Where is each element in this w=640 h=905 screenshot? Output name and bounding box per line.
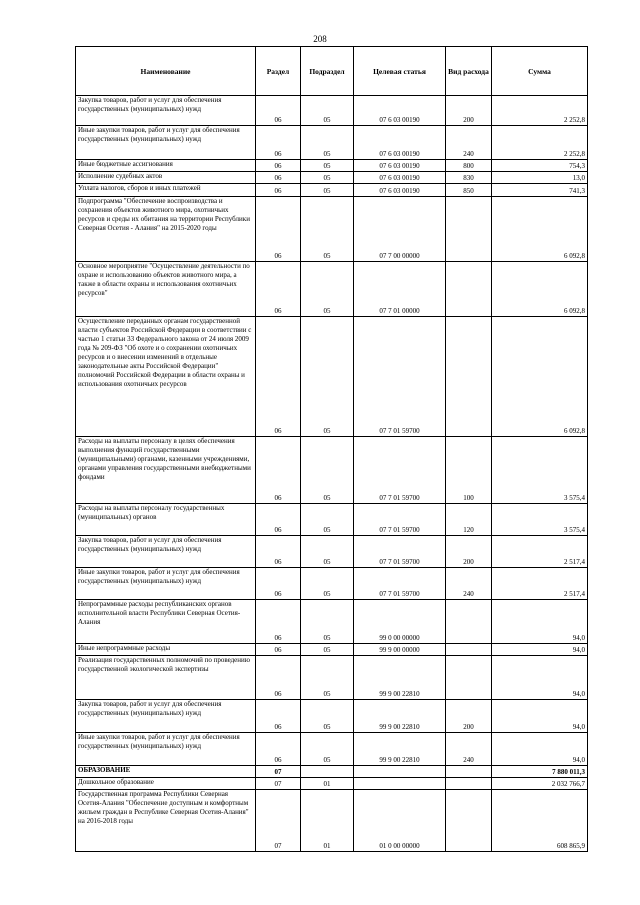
cell-subsection: 05 (301, 184, 354, 197)
cell-amount: 754,3 (492, 160, 588, 172)
cell-section: 06 (256, 656, 301, 700)
cell-amount: 94,0 (492, 733, 588, 766)
cell-subsection: 05 (301, 160, 354, 172)
cell-target: 07 7 00 00000 (354, 197, 446, 262)
cell-target: 99 9 00 22810 (354, 656, 446, 700)
cell-section: 06 (256, 700, 301, 733)
cell-amount: 6 092,8 (492, 197, 588, 262)
cell-name: Иные закупки товаров, работ и услуг для обеспечения государственных (муниципальных) нужд (76, 126, 256, 160)
table-row (76, 184, 588, 197)
table-row (76, 437, 588, 504)
cell-section: 06 (256, 184, 301, 197)
cell-exp-type (446, 766, 492, 778)
cell-subsection: 05 (301, 197, 354, 262)
table-row (76, 790, 588, 852)
cell-name: Осуществление переданных органам государственной власти субъектов Российской Федерации в соответствии с частью 1 статьи 33 Федерального закона от 24 июля 2009 года № 209-ФЗ "Об охоте и о сохранении охотничьих ресурсов и о внесении изменений в отдельные законодательные акты Российской Федерации" полномочий Российской Федерации в области охраны и использования охотничьих ресурсов (76, 317, 256, 437)
cell-section: 07 (256, 790, 301, 852)
cell-exp-type (446, 262, 492, 317)
cell-section: 06 (256, 644, 301, 656)
cell-section: 06 (256, 126, 301, 160)
table-row (76, 568, 588, 600)
table-row (76, 504, 588, 536)
table-row (76, 733, 588, 766)
table-row (76, 700, 588, 733)
cell-section: 06 (256, 568, 301, 600)
cell-exp-type: 850 (446, 184, 492, 197)
cell-subsection: 05 (301, 536, 354, 568)
cell-section: 06 (256, 262, 301, 317)
col-header-target: Целевая статья (354, 47, 446, 96)
cell-target: 07 6 03 00190 (354, 160, 446, 172)
cell-section: 06 (256, 197, 301, 262)
cell-amount: 7 880 011,3 (492, 766, 588, 778)
cell-target: 07 7 01 59700 (354, 317, 446, 437)
cell-name: Реализация государственных полномочий по проведению государственной экологической экспертизы (76, 656, 256, 700)
cell-exp-type (446, 317, 492, 437)
cell-exp-type: 120 (446, 504, 492, 536)
cell-target: 07 6 03 00190 (354, 172, 446, 184)
cell-exp-type (446, 600, 492, 644)
cell-target: 07 7 01 59700 (354, 536, 446, 568)
cell-amount: 3 575,4 (492, 504, 588, 536)
cell-subsection: 01 (301, 790, 354, 852)
cell-target: 07 7 01 59700 (354, 504, 446, 536)
cell-name: Закупка товаров, работ и услуг для обеспечения государственных (муниципальных) нужд (76, 700, 256, 733)
cell-section: 06 (256, 317, 301, 437)
cell-name: Закупка товаров, работ и услуг для обеспечения государственных (муниципальных) нужд (76, 96, 256, 126)
table-row (76, 126, 588, 160)
cell-amount: 2 517,4 (492, 536, 588, 568)
cell-amount: 6 092,8 (492, 317, 588, 437)
cell-target: 07 7 01 59700 (354, 568, 446, 600)
cell-subsection: 05 (301, 600, 354, 644)
cell-amount: 94,0 (492, 644, 588, 656)
cell-subsection: 05 (301, 568, 354, 600)
cell-target: 99 9 00 00000 (354, 644, 446, 656)
col-header-name: Наименование (76, 47, 256, 96)
cell-subsection: 05 (301, 262, 354, 317)
cell-name: Государственная программа Республики Северная Осетия-Алания "Обеспечение доступным и комфортным жильем граждан в Республике Северная Осетия-Алания" на 2016-2018 годы (76, 790, 256, 852)
cell-name: Исполнение судебных актов (76, 172, 256, 184)
cell-target: 07 6 03 00190 (354, 96, 446, 126)
table-row (76, 317, 588, 437)
cell-exp-type: 240 (446, 733, 492, 766)
budget-table (75, 46, 588, 852)
cell-exp-type: 240 (446, 126, 492, 160)
table-header-row (76, 47, 588, 96)
cell-name: Уплата налогов, сборов и иных платежей (76, 184, 256, 197)
cell-subsection: 05 (301, 700, 354, 733)
table-row (76, 536, 588, 568)
cell-target: 99 0 00 00000 (354, 600, 446, 644)
cell-name: Закупка товаров, работ и услуг для обеспечения государственных (муниципальных) нужд (76, 536, 256, 568)
cell-exp-type (446, 790, 492, 852)
cell-exp-type (446, 197, 492, 262)
cell-amount: 2 252,8 (492, 126, 588, 160)
cell-subsection: 05 (301, 172, 354, 184)
cell-amount: 94,0 (492, 656, 588, 700)
cell-subsection: 05 (301, 644, 354, 656)
cell-name: Расходы на выплаты персоналу государственных (муниципальных) органов (76, 504, 256, 536)
cell-amount: 2 517,4 (492, 568, 588, 600)
cell-target: 07 7 01 59700 (354, 437, 446, 504)
cell-name: Иные закупки товаров, работ и услуг для обеспечения государственных (муниципальных) нужд (76, 568, 256, 600)
cell-exp-type (446, 656, 492, 700)
cell-name: ОБРАЗОВАНИЕ (76, 766, 256, 778)
table-row (76, 262, 588, 317)
cell-subsection: 05 (301, 96, 354, 126)
cell-exp-type: 200 (446, 700, 492, 733)
cell-exp-type: 800 (446, 160, 492, 172)
cell-subsection: 05 (301, 733, 354, 766)
cell-section: 06 (256, 600, 301, 644)
cell-subsection: 01 (301, 778, 354, 790)
cell-amount: 741,3 (492, 184, 588, 197)
cell-section: 06 (256, 504, 301, 536)
cell-name: Непрограммные расходы республиканских органов исполнительной власти Республики Северная Осетия-Алания (76, 600, 256, 644)
cell-name: Иные закупки товаров, работ и услуг для обеспечения государственных (муниципальных) нужд (76, 733, 256, 766)
table-row (76, 600, 588, 644)
cell-amount: 6 092,8 (492, 262, 588, 317)
cell-exp-type: 100 (446, 437, 492, 504)
cell-subsection: 05 (301, 656, 354, 700)
cell-amount: 608 865,9 (492, 790, 588, 852)
cell-target: 07 6 03 00190 (354, 126, 446, 160)
cell-subsection: 05 (301, 504, 354, 536)
table-row (76, 96, 588, 126)
cell-amount: 94,0 (492, 600, 588, 644)
cell-subsection (301, 766, 354, 778)
table-row (76, 160, 588, 172)
page-number: 208 (313, 34, 327, 44)
table-body (76, 96, 588, 852)
cell-section: 07 (256, 766, 301, 778)
cell-section: 06 (256, 160, 301, 172)
col-header-amount: Сумма (492, 47, 588, 96)
cell-exp-type: 830 (446, 172, 492, 184)
table-row (76, 656, 588, 700)
col-header-subsection: Подраздел (301, 47, 354, 96)
col-header-section: Раздел (256, 47, 301, 96)
cell-amount: 2 032 766,7 (492, 778, 588, 790)
cell-name: Расходы на выплаты персоналу в целях обеспечения выполнения функций государственными (муниципальными) органами, казенными учреждениями, органами управления государственными внебюджетными фондами (76, 437, 256, 504)
cell-name: Иные бюджетные ассигнования (76, 160, 256, 172)
cell-name: Иные непрограммные расходы (76, 644, 256, 656)
cell-target: 99 9 00 22810 (354, 700, 446, 733)
table-row (76, 172, 588, 184)
table-row (76, 644, 588, 656)
cell-subsection: 05 (301, 437, 354, 504)
cell-exp-type: 240 (446, 568, 492, 600)
table-row (76, 197, 588, 262)
cell-target: 07 7 01 00000 (354, 262, 446, 317)
cell-amount: 13,0 (492, 172, 588, 184)
table-row (76, 766, 588, 778)
cell-amount: 2 252,8 (492, 96, 588, 126)
col-header-exp-type: Вид расхода (446, 47, 492, 96)
cell-name: Основное мероприятие "Осуществление деятельности по охране и использованию объектов животного мира, а также в области охраны и использования охотничьих ресурсов" (76, 262, 256, 317)
cell-section: 06 (256, 536, 301, 568)
cell-name: Подпрограмма "Обеспечение воспроизводства и сохранения объектов животного мира, охотничьих ресурсов и среды их обитания на территории Республики Северная Осетия - Алания" на 2015-2020 годы (76, 197, 256, 262)
cell-section: 06 (256, 96, 301, 126)
cell-target (354, 778, 446, 790)
cell-section: 06 (256, 172, 301, 184)
cell-exp-type: 200 (446, 536, 492, 568)
table-row (76, 778, 588, 790)
cell-target: 01 0 00 00000 (354, 790, 446, 852)
cell-section: 06 (256, 437, 301, 504)
cell-name: Дошкольное образование (76, 778, 256, 790)
cell-subsection: 05 (301, 126, 354, 160)
cell-subsection: 05 (301, 317, 354, 437)
cell-amount: 3 575,4 (492, 437, 588, 504)
cell-section: 07 (256, 778, 301, 790)
cell-exp-type (446, 644, 492, 656)
cell-amount: 94,0 (492, 700, 588, 733)
cell-exp-type (446, 778, 492, 790)
cell-target (354, 766, 446, 778)
cell-section: 06 (256, 733, 301, 766)
cell-target: 07 6 03 00190 (354, 184, 446, 197)
cell-target: 99 9 00 22810 (354, 733, 446, 766)
cell-exp-type: 200 (446, 96, 492, 126)
